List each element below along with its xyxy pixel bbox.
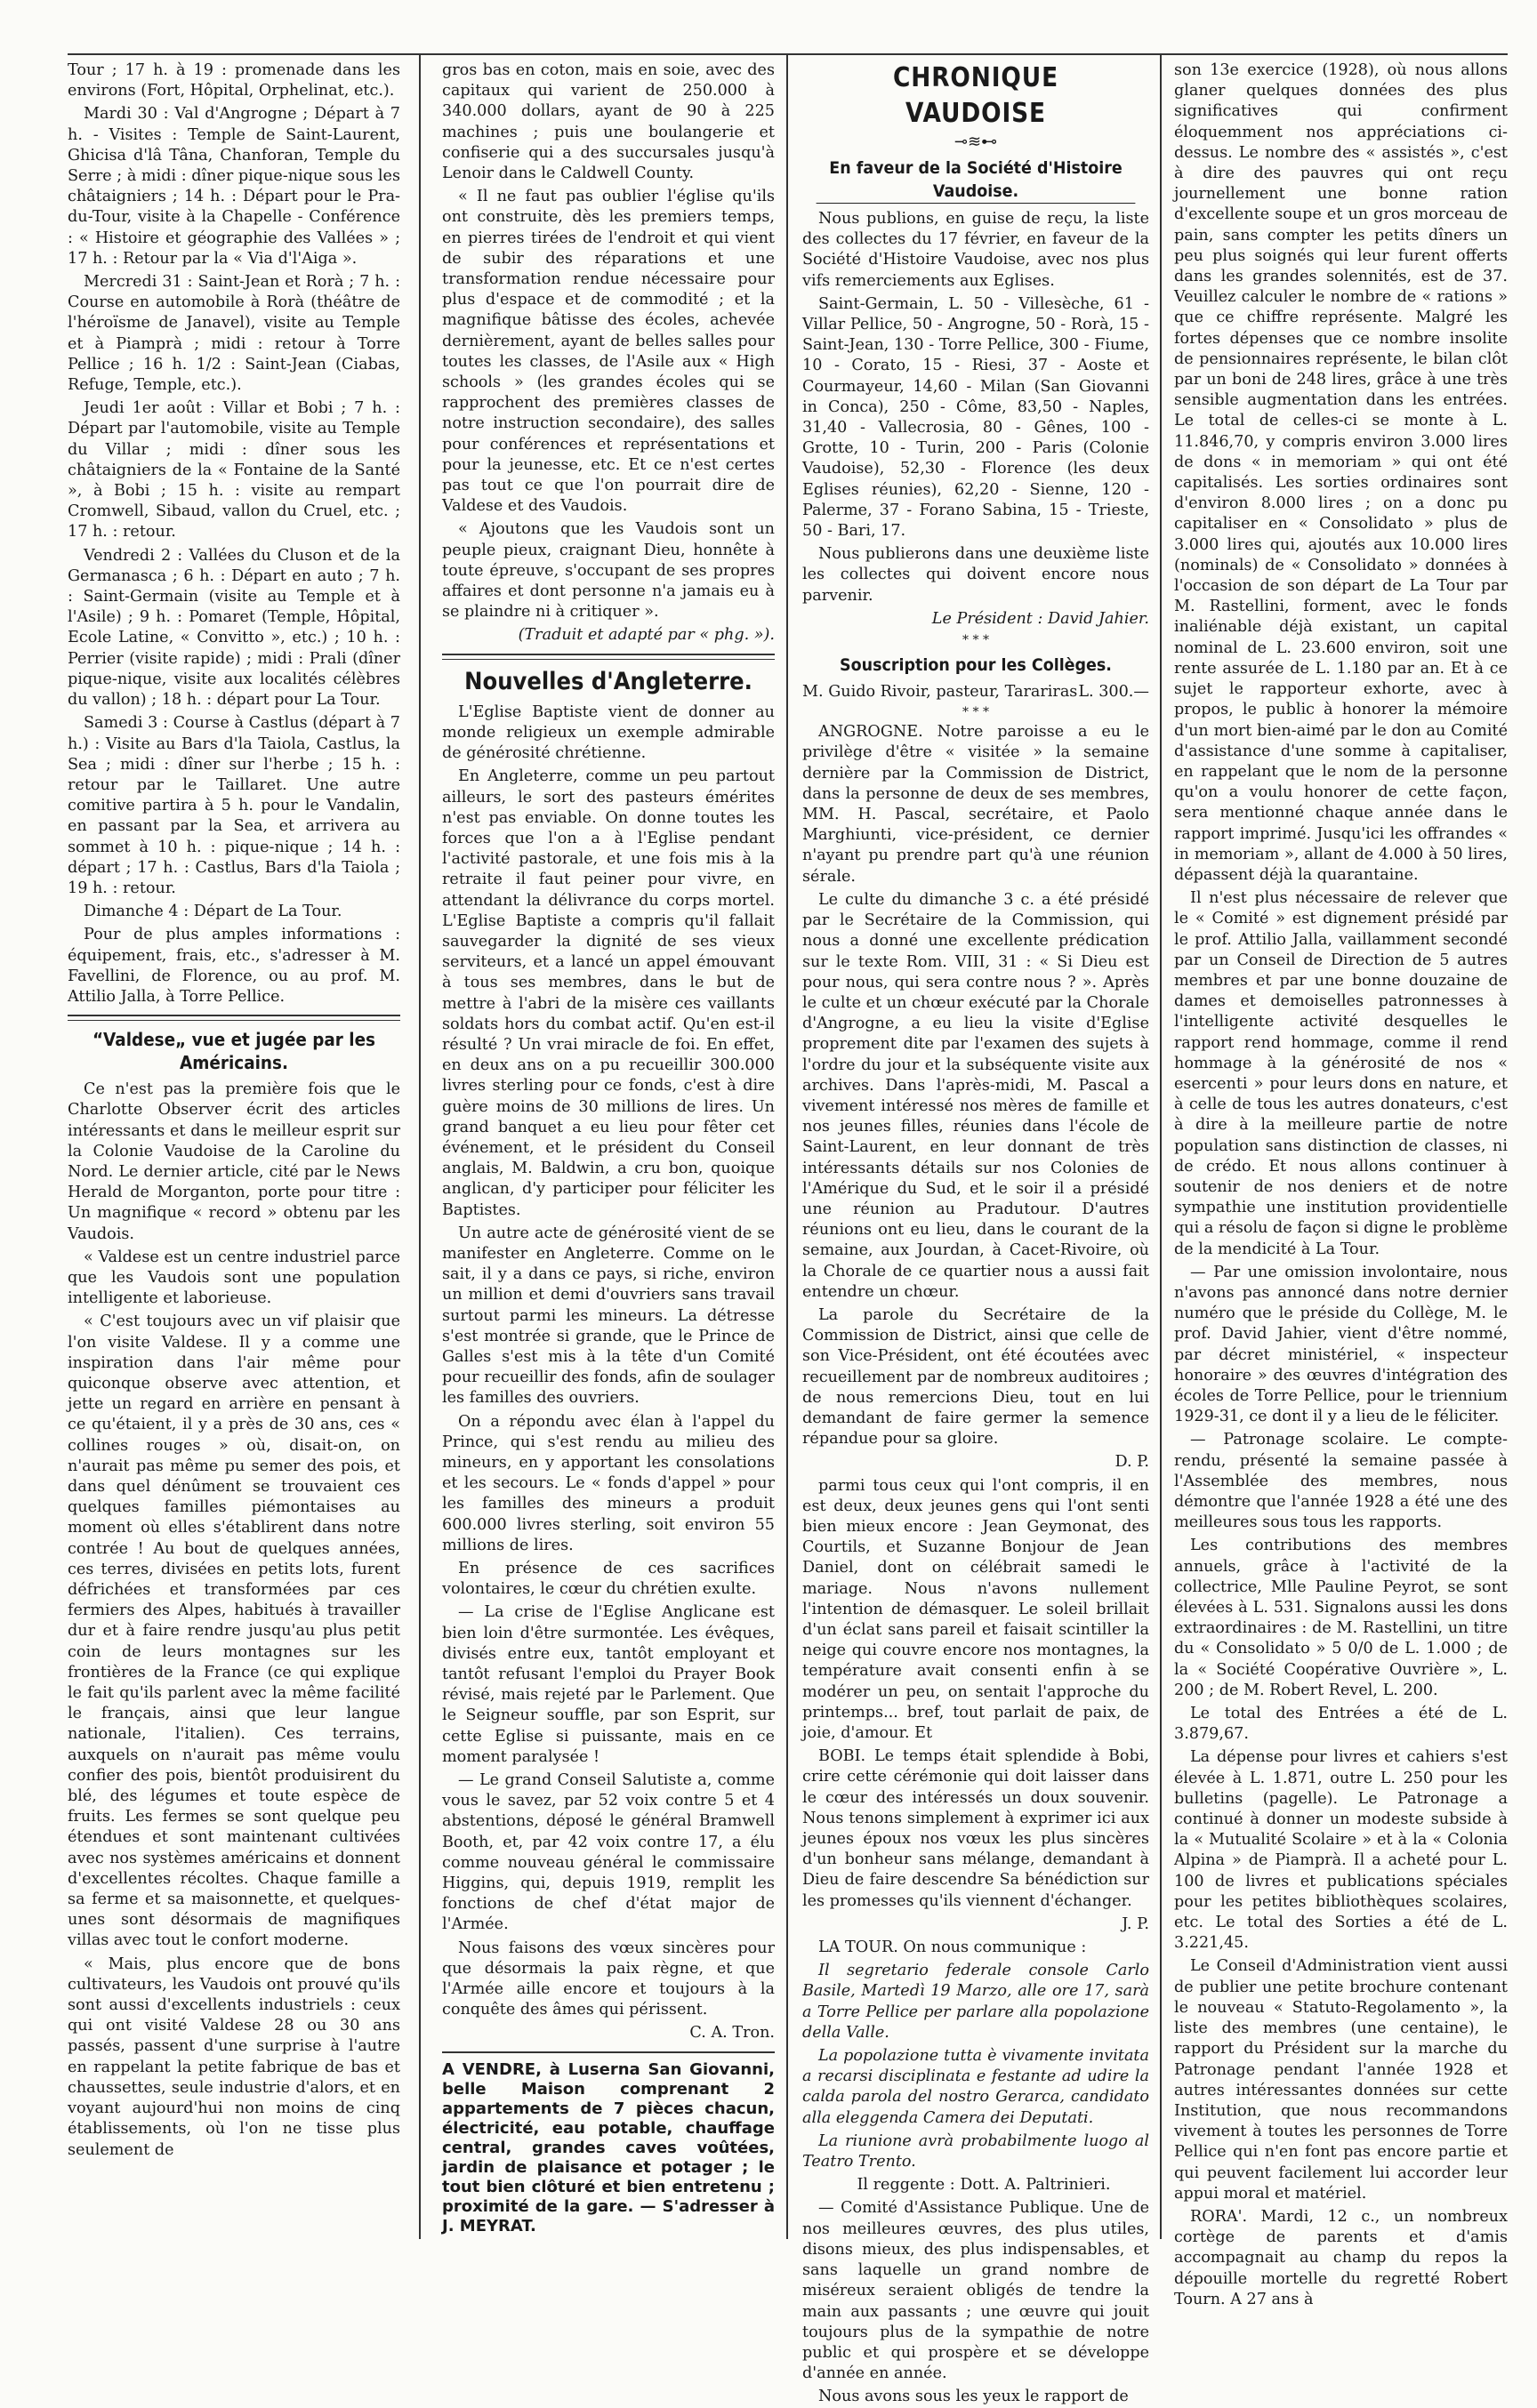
paragraph: Jeudi 1er août : Villar et Bobi ; 7 h. : Départ par l'automobile, visite au Temple du Villar ; midi : dîner sous les châtaigniers de la « Fontaine de la Santé », à Bobi ; 15 h. : visite au rempart Cromwell, Sibaud, vallon du Cruel, etc. ; 17 h. : retour. <box>68 399 400 542</box>
paragraph: Dimanche 4 : Départ de La Tour. <box>84 903 342 921</box>
paragraph: — La crise de l'Eglise Anglicane est bien loin d'être surmontée. Les évêques, divisés entre eux, tantôt employant et tantôt refusant l'emploi du Prayer Book révisé, mais rejeté par le Parlement. Que le Seigneur souffle, par son Esprit, sur cette Eglise si puissante, mais en ce moment paralysée ! <box>442 1603 775 1766</box>
column-rule-1 <box>419 55 421 2239</box>
paragraph: gros bas en coton, mais en soie, avec des capitaux qui varient de 250.000 à 340.000 dollars, ayant de 90 à 225 machines ; puis une boulangerie et confiserie qui a des succursales jusqu'à Lenoir dans le Caldwell County. <box>442 61 775 183</box>
article-headline: “Valdese„ vue et jugée par les Américains. <box>92 1029 376 1074</box>
amount: L. 300.— <box>1078 683 1149 702</box>
section-divider <box>442 2051 775 2053</box>
paragraph: Nous publierons dans une deuxième liste les collectes qui doivent encore nous parvenir. <box>802 545 1149 605</box>
attribution: (Traduit et adapté par « phg. »). <box>518 626 775 645</box>
paragraph: Il n'est plus nécessaire de relever que le « Comité » est dignement présidé par le prof. Attilio Jalla, vaillamment secondé par un Conseil de Direction de 5 autres membres et par une bonne douzaine de dames et demoiselles patronnesses à l'intelligente activité desquelles le rapport rend hommage, comme il rend hommage à la générosité de nos « esercenti » pour leurs dons en nature, et à celle de tous les autres donateurs, c'est à dire à la meilleure partie de notre population sans distinction de classes, ni de crédo. Et nous allons continuer à soutenir de nos deniers et de notre sympathie une institution providentielle qui a résolu de façon si digne le problème de la mendicité à La Tour. <box>1174 889 1508 1258</box>
paragraph: L'Eglise Baptiste vient de donner au monde religieux un exemple admirable de générosité chrétienne. <box>442 702 775 763</box>
paragraph: La riunione avrà probabilmente luogo al Teatro Trento. <box>802 2131 1149 2171</box>
column-2 <box>442 60 775 2237</box>
signature: Le Président : David Jahier. <box>931 609 1149 628</box>
section-divider <box>442 654 775 660</box>
paragraph: « Il ne faut pas oublier l'église qu'ils ont construite, dès les premiers temps, en pierres tirées de l'endroit et qui vient de subir des réparations et une transformation rendue nécessaire pour plus d'espace et de commodité ; et la magnifique bâtisse des écoles, achevée dernièrement, ayant de belles salles pour toutes les classes, de l'Asile aux « High schools » (les grandes écoles qui se rapprochent des premières classes de notre instruction secondaire), des salles pour conférences et représentations et pour la jeunesse, etc. Et ce n'est certes pas tout ce que l'on pourrait dire de Valdese et des Vaudois. <box>442 188 775 516</box>
column-rule-2 <box>786 55 788 2239</box>
paragraph: Mercredi 31 : Saint-Jean et Rorà ; 7 h. : Course en automobile à Rorà (théâtre de l'héroïsme de Janavel), visite au Temple et à Piamprà ; midi : retour à Torre Pellice ; 16 h. 1/2 : Saint-Jean (Ciabas, Refuge, Temple, etc.). <box>68 273 400 395</box>
column-rule-3 <box>1160 55 1162 2239</box>
paragraph: BOBI. Le temps était splendide à Bobi, crire cette cérémonie qui doit laisser dans le cœur des intéressés un doux souvenir. Nous tenons simplement à exprimer ici aux jeunes époux nos vœux les plus sincères d'un bonheur sans mélange, demandant à Dieu de faire descendre Sa bénédiction sur les promesses qu'ils viennent d'échanger. <box>802 1747 1149 1910</box>
separator-stars: * * * <box>962 705 989 720</box>
paragraph: Nous publions, en guise de reçu, la liste des collectes du 17 février, en faveur de la Société d'Histoire Vaudoise, avec nos plus vifs remerciements aux Eglises. <box>802 210 1149 290</box>
article-headline: Souscription pour les Collèges. <box>840 655 1112 676</box>
article-headline: Nouvelles d'Angleterre. <box>464 667 752 695</box>
paragraph: LA TOUR. On nous communique : <box>818 1938 1087 1957</box>
paragraph: — Le grand Conseil Salutiste a, comme vous le savez, par 52 voix contre 5 et 4 abstentions, déposé le général Bramwell Booth, et, par 42 voix contre 17, a élu comme nouveau général le commissaire Higgins, qui, depuis 1919, remplit les fonctions de chef d'état major de l'Armée. <box>442 1771 775 1934</box>
paragraph: La popolazione tutta è vivamente invitata a recarsi disciplinata e festante ad udire la calda parola del nostro Gerarca, candidato alla eleggenda Camera dei Deputati. <box>802 2047 1149 2127</box>
paragraph: « C'est toujours avec un vif plaisir que l'on visite Valdese. Il y a comme une inspiration dans l'air même pour quiconque observe avec attention, et jette un regard en arrière en pensant à ce qu'étaient, il y a près de 30 ans, ces « collines rouges » où, disait-on, on n'aurait pas même pu semer des pois, et dans quel dénûment se trouvaient ces quelques familles piémontaises au moment où elles s'établirent dans notre contrée ! Au bout de quelques années, ces terres, divisées en petits lots, furent défrichées et transformées par ces fermiers des Alpes, habitués à travailler dur et à faire rendre jusqu'au plus petit coin de leurs montagnes sur les frontières de la France (ce qui explique le fait qu'ils parlent avec la même facilité le français, ainsi que leur langue nationale, l'italien). Ces terrains, auxquels on n'aurait pas même voulu confier des pois, bientôt produisirent du blé, des légumes et toute espèce de fruits. Les fermes se sont quelque peu étendues et sont maintenant cultivées avec nos systèmes américains et donnent d'excellentes récoltes. Chaque famille a sa ferme et sa maisonnette, et quelques-unes sont désormais de magnifiques villas avec tout le confort moderne. <box>68 1312 400 1950</box>
paragraph: Saint-Germain, L. 50 - Villesèche, 61 - Villar Pellice, 50 - Angrogne, 50 - Rorà, 15 - Saint-Jean, 130 - Torre Pellice, 300 - Fiume, 10 - Corato, 15 - Riesi, 37 - Aoste et Courmayeur, 14,60 - Milan (San Giovanni in Conca), 250 - Côme, 83,50 - Naples, 31,40 - Vallecrosia, 80 - Gênes, 100 - Grotte, 10 - Turin, 200 - Paris (Colonie Vaudoise), 52,30 - Florence (les deux Eglises réunies), 62,20 - Sienne, 120 - Palerme, 37 - Forano Sabina, 15 - Trieste, 50 - Bari, 17. <box>802 294 1149 541</box>
paragraph: Les contributions des membres annuels, grâce à l'activité de la collectrice, Mlle Pauline Peyrot, se sont élevées à L. 531. Signalons aussi les dons extraordinaires : de M. Rastellini, un titre du « Consolidato » 5 0/0 de L. 1.000 ; de la « Société Coopérative Ouvrière », L. 200 ; de M. Robert Revel, L. 200. <box>1174 1537 1508 1699</box>
section-title: CHRONIQUE VAUDOISE <box>892 62 1058 129</box>
paragraph: ANGROGNE. Notre paroisse a eu le privilège d'être « visitée » la semaine dernière par la Commission de District, dans la personne de deux de ses membres, MM. H. Pascal, secrétaire, et Paolo Marghiunti, vice-président, ce dernier n'ayant pu prendre part qu'à une réunion sérale. <box>802 723 1149 886</box>
subscriber: M. Guido Rivoir, pasteur, Tarariras <box>802 683 1078 702</box>
column-4 <box>1174 60 1508 2308</box>
paragraph: parmi tous ceux qui l'ont compris, il en est deux, deux jeunes gens qui l'ont senti bien mieux encore : Jean Geymonat, des Courtils, et Suzanne Bonjour de Jean Daniel, dont on célébrait samedi le mariage. Nous n'avons nullement l'intention de démasquer. Le soleil brillait d'un éclat sans pareil et faisait scintiller la neige qui couvre encore nos montagnes, la température avait consenti enfin à se modérer un peu, on sentait l'approche du printemps... bref, tout parlait de paix, de joie, d'amour. Et <box>802 1476 1149 1743</box>
signature: J. P. <box>1122 1914 1149 1933</box>
paragraph: Nous faisons des vœux sincères pour que désormais la paix règne, et que l'Armée aille encore et toujours à la conquête des âmes qui périssent. <box>442 1938 775 2019</box>
column-3 <box>802 60 1149 2406</box>
paragraph: « Ajoutons que les Vaudois sont un peuple pieux, craignant Dieu, honnête à toute épreuve, s'occupant de ses propres affaires et dont personne n'a jamais eu à se plaindre ni à critiquer ». <box>442 520 775 622</box>
paragraph: Samedi 3 : Course à Castlus (départ à 7 h.) : Visite au Bars d'la Taiola, Castlus, la Sea ; midi : dîner sur l'herbe ; 15 h. : retour par le Taillaret. Une autre comitive partira à 5 h. pour le Vandalin, en passant par la Sea, et arrivera au sommet à 10 h. : pique-nique ; 14 h. : départ ; 17 h. : Castlus, Bars d'la Taiola ; 19 h. : retour. <box>68 714 400 897</box>
paragraph: Vendredi 2 : Vallées du Cluson et de la Germanasca ; 6 h. : Départ en auto ; 7 h. : Saint-Germain (visite au Temple et à l'Asile) ; 9 h. : Pomaret (Temple, Hôpital, Ecole Latine, « Convitto », etc.) ; 10 h. : Perrier (visite rapide) ; midi : Prali (dîner pique-nique, visite aux localités célèbres du vallon) ; 18 h. : départ pour La Tour. <box>68 546 400 710</box>
paragraph: — Comité d'Assistance Publique. Une de nos meilleures œuvres, des plus utiles, disons mieux, des plus indispensables, et sans laquelle un grand nombre de miséreux seraient obligés de tendre la main aux passants ; une œuvre qui jouit toujours plus de la sympathie de notre public et qui prospère et se développe d'année en année. <box>802 2199 1149 2383</box>
ornament-icon: ⊸≋⊷ <box>954 132 998 151</box>
paragraph: La parole du Secrétaire de la Commission de District, ainsi que celle de son Vice-Président, ont été écoutées avec recueillement par de nombreux auditoires ; de nous remercions Dieu, tout en lui demandant de faire germer la semence répandue pour sa gloire. <box>802 1305 1149 1449</box>
paragraph: Le culte du dimanche 3 c. a été présidé par le Secrétaire de la Commission, qui nous a donné une excellente prédication sur le texte Rom. VIII, 31 : « Si Dieu est pour nous, qui sera contre nous ? ». Après le culte et un chœur exécuté par la Chorale d'Angrogne, a eu lieu la visite d'Eglise proprement dite par l'examen des sujets à l'ordre du jour et la subséquente visite aux archives. Dans l'après-midi, M. Pascal a vivement intéressé nos mères de famille et nos jeunes filles, réunies dans l'école de Saint-Laurent, en leur donnant de très intéressants détails sur nos Colonies de l'Amérique du Sud, et le soir il a présidé une réunion au Pradutour. D'autres réunions ont eu lieu, dans le courant de la semaine, aux Jourdan, à Cacet-Rivoire, où la Chorale de ce quartier nous a aussi fait entendre un chœur. <box>802 890 1149 1301</box>
paragraph: Ce n'est pas la première fois que le Charlotte Observer écrit des articles intéressants et dans le meilleur esprit sur la Colonie Vaudoise de la Caroline du Nord. Le dernier article, cité par le News Herald de Morganton, porte pour titre : Un magnifique « record » obtenu par les Vaudois. <box>68 1080 400 1243</box>
signature: D. P. <box>1115 1453 1149 1472</box>
separator-stars: * * * <box>962 633 989 648</box>
paragraph: Pour de plus amples informations : équipement, frais, etc., s'adresser à M. Favellini, de Florence, ou au prof. M. Attilio Jalla, à Torre Pellice. <box>68 926 400 1006</box>
paragraph: La dépense pour livres et cahiers s'est élevée à L. 1.871, outre L. 250 pour les bulletins (pagelle). Le Patronage a continué à donner un modeste subside à la « Mutualité Scolaire » et à la « Colonia Alpina » de Piamprà. Il a acheté pour L. 100 de livres et publications spéciales pour les petites bibliothèques scolaires, etc. Le total des Sorties a été de L. 3.221,45. <box>1174 1748 1508 1953</box>
paragraph: Il segretario federale console Carlo Basile, Martedì 19 Marzo, alle ore 17, sarà a Torre Pellice per parlare alla popolazione della Valle. <box>802 1962 1149 2042</box>
article-headline: En faveur de la Société d'Histoire Vaudoise. <box>817 157 1136 204</box>
column-1 <box>68 60 400 2237</box>
paragraph: En Angleterre, comme un peu partout ailleurs, le sort des pasteurs émérites n'est pas enviable. On donne toutes les forces que l'on a à l'Eglise pendant l'activité pastorale, et une fois mis à la retraite il faut peiner pour vivre, en attendant la délivrance du corps mortel. L'Eglise Baptiste a compris qu'il fallait sauvegarder la dignité de ses vieux serviteurs, et a lancé un appel émouvant à tous ses membres, dans le but de mettre à l'abri de la misère ces vaillants soldats hors du combat actif. Qu'en est-il résulté ? Un vrai miracle de foi. En effet, en deux ans on a pu recueillir 300.000 livres sterling pour ce fonds, c'est à dire guère moins de 30 millions de lires. Un grand banquet a eu lieu pour fêter cet événement, et le président du Conseil anglais, M. Baldwin, a cru bon, quoique anglican, d'y participer pour féliciter les Baptistes. <box>442 767 775 1219</box>
signature: C. A. Tron. <box>689 2024 775 2043</box>
paragraph: — Patronage scolaire. Le compte-rendu, présenté la semaine passée à l'Assemblée des membres, nous démontre que l'année 1928 a été une des meilleures sous tous les rapports. <box>1174 1431 1508 1532</box>
paragraph: « Valdese est un centre industriel parce que les Vaudois sont une population intelligente et laborieuse. <box>68 1248 400 1308</box>
paragraph: Le total des Entrées a été de L. 3.879,67. <box>1174 1705 1508 1744</box>
paragraph: Tour ; 17 h. à 19 : promenade dans les environs (Fort, Hôpital, Orphelinat, etc.). <box>68 61 400 100</box>
section-divider <box>68 1015 400 1021</box>
paragraph: Un autre acte de générosité vient de se manifester en Angleterre. Comme on le sait, il y a dans ce pays, si riche, environ un million et demi d'ouvriers sans travail surtout parmi les mineurs. La détresse s'est montrée si grande, que le Prince de Galles s'est mis à la tête d'un Comité pour recueillir des fonds, afin de soulager les familles des ouvriers. <box>442 1224 775 1408</box>
paragraph: RORA'. Mardi, 12 c., un nombreux cortège de parents et d'amis accompagnait au champ du repos la dépouille mortelle du regretté Robert Tourn. A 27 ans à <box>1174 2207 1508 2308</box>
paragraph: « Mais, plus encore que de bons cultivateurs, les Vaudois ont prouvé qu'ils sont aussi d'excellents industriels : ceux qui ont visité Valdese 28 ou 30 ans passés, passent d'une surprise à l'autre en rappelant la petite fabrique de bas et chaussettes, seule industrie d'alors, et en voyant aujourd'hui non moins de cinq établissements, où l'on ne tisse plus seulement de <box>68 1954 400 2159</box>
paragraph: Mardi 30 : Val d'Angrogne ; Départ à 7 h. - Visites : Temple de Saint-Laurent, Ghicisa d'lâ Tâna, Chanforan, Temple du Serre ; à midi : dîner pique-nique sous les châtaigniers ; 14 h. : Départ pour le Pra-du-Tour, visite à la Chapelle - Conférence : « Histoire et géographie des Vallées » ; 17 h. : Retour par la « Via d'l'Aiga ». <box>68 105 400 268</box>
paragraph: — Par une omission involontaire, nous n'avons pas annoncé dans notre dernier numéro que le préside du Collège, M. le prof. David Jahier, vient d'être nommé, par décret ministériel, « inspecteur honoraire » des œuvres d'intégration des écoles de Torre Pellice, pour le triennium 1929-31, ce dont il y a lieu de le féliciter. <box>1174 1263 1508 1426</box>
paragraph: En présence de ces sacrifices volontaires, le cœur du chrétien exulte. <box>442 1560 775 1599</box>
paragraph: Il reggente : Dott. A. Paltrinieri. <box>857 2176 1111 2195</box>
paragraph: son 13e exercice (1928), où nous allons glaner quelques données des plus significatives qui confirment éloquemment nos appréciations ci-dessus. Le nombre des « assistés », c'est à dire des pauvres qui ont reçu journellement une bonne ration d'excellente soupe et un gros morceau de pain, sans compter les petits dîners un peu plus soignés qui leur furent offerts dans les grandes solennités, est de 37. Veuillez calculer le nombre de « rations » que ce chiffre représente. Malgré les fortes dépenses que ce nombre insolite de pensionnaires représente, le bilan clôt par un boni de 248 lires, grâce à une très sensible augmentation dans les entrées. Le total de celles-ci se monte à L. 11.846,70, y compris environ 3.000 lires de dons « in memoriam » qui ont été capitalisés. Les sorties ordinaires sont d'environ 8.000 lires ; on a donc pu capitaliser en « Consolidato » plus de 3.000 lires qui, ajoutés aux 10.000 lires (nominals) de « Consolidato » données à l'occasion de son départ de La Tour par M. Rastellini, forment, avec le fonds inaliénable déjà existant, un capital nominal de L. 23.600 environ, soit une rente assurée de L. 1.180 par an. Et à ce sujet le rapporteur exhorte, avec à propos, le public à honorer la mémoire d'un mort bien-aimé par le don au Comité d'assistance d'une somme à capitaliser, en rappelant que le nom de la personne qu'on a voulu honorer de cette façon, sera mentionné chaque année dans le rapport imprimé. Jusqu'ici les offrandes « in memoriam », allant de 4.000 à 50 lires, dépassent déjà la quarantaine. <box>1174 61 1508 884</box>
subscription-row <box>802 682 1149 702</box>
paragraph: Nous avons sous les yeux le rapport de <box>818 2388 1129 2406</box>
classified-ad: A VENDRE, à Luserna San Giovanni, belle Maison comprenant 2 appartements de 7 pièces chacun, électricité, eau potable, chauffage central, grandes caves voûtées, jardin de plaisance et potager ; le tout bien clôturé et bien entretenu ; proximité de la gare. — S'adresser à J. MEYRAT. <box>442 2059 775 2235</box>
paragraph: On a répondu avec élan à l'appel du Prince, qui s'est rendu au milieu des mineurs, en y apportant les consolations et les secours. Le « fonds d'appel » pour les familles des mineurs a produit 600.000 livres sterling, soit environ 55 millions de lires. <box>442 1412 775 1554</box>
paragraph: Le Conseil d'Administration vient aussi de publier une petite brochure contenant le nouveau « Statuto-Regolamento », la liste des membres (une centaine), le rapport du Président sur la marche du Patronage pendant l'année 1928 et autres intéressantes données sur cette Institution, que nous recommandons vivement à toutes les personnes de Torre Pellice qui n'en font pas encore partie et qui peuvent facilement lui accorder leur appui moral et matériel. <box>1174 1957 1508 2203</box>
